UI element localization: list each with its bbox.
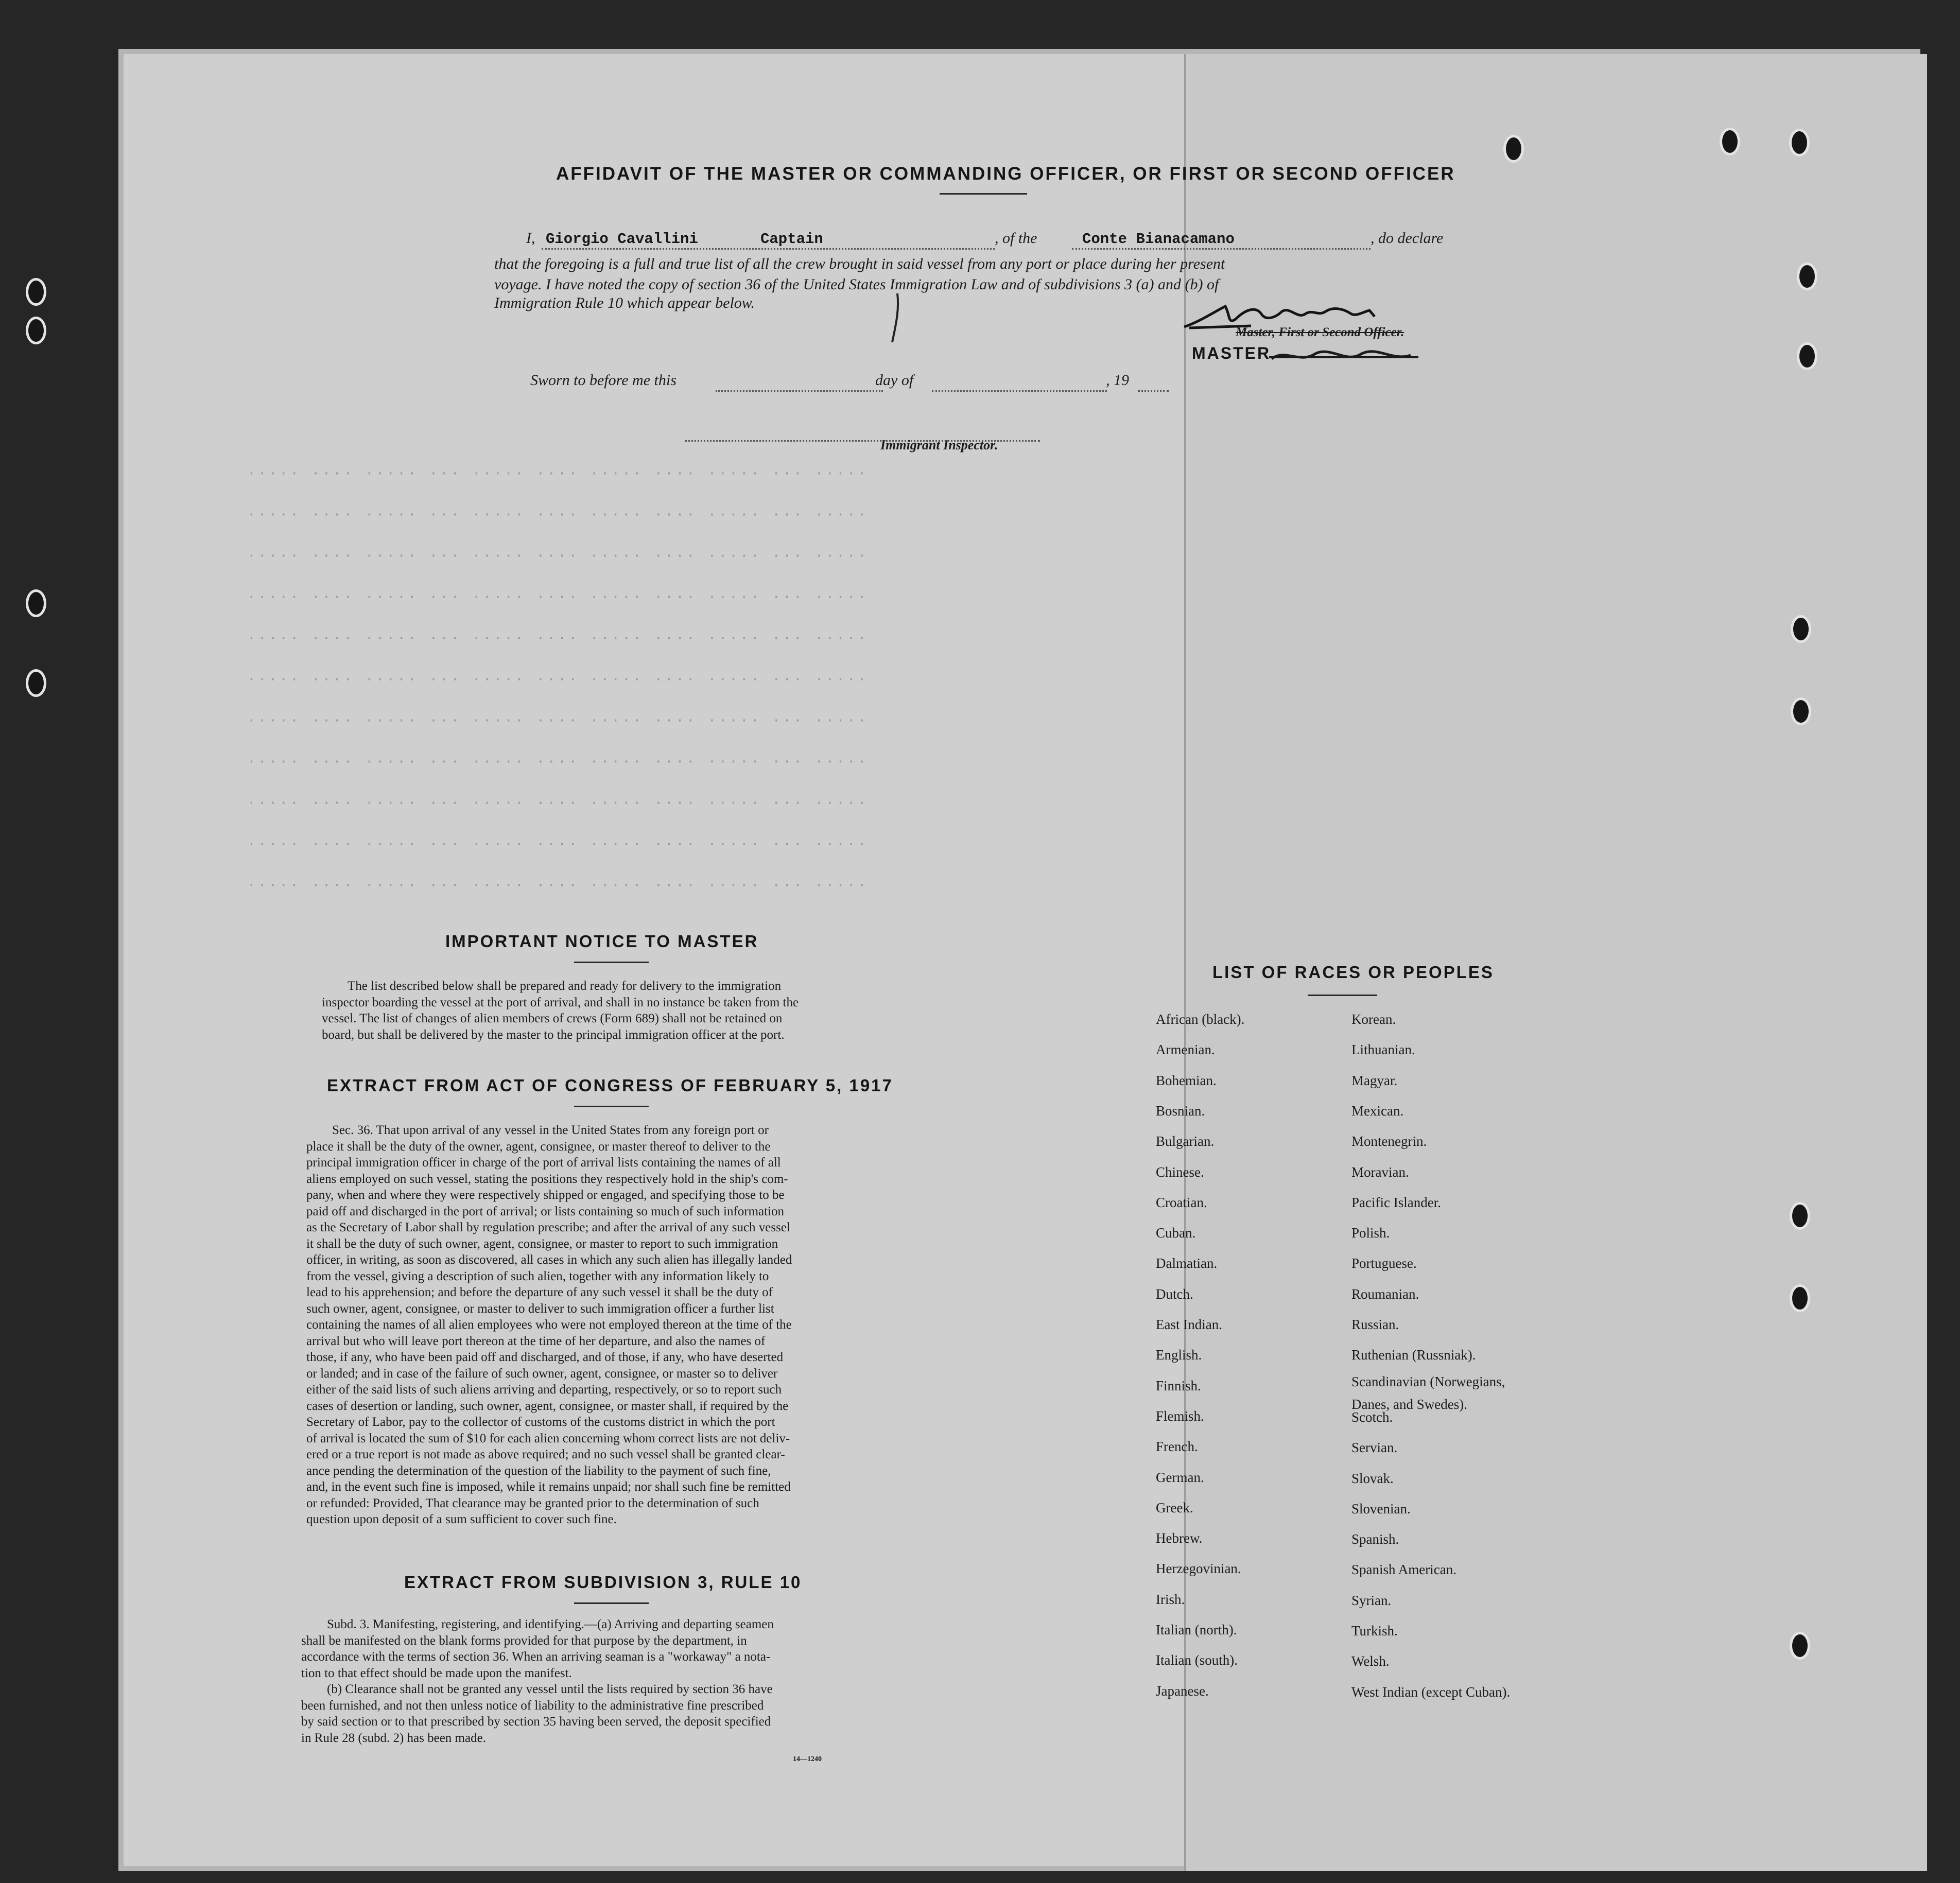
race-item: Dalmatian. [1156,1256,1218,1271]
binder-hole [26,669,46,697]
race-item: Cuban. [1156,1225,1196,1241]
race-item: Flemish. [1156,1408,1204,1424]
act-line: paid off and discharged in the port of arrival; or lists containing so much of such information [306,1204,785,1218]
do-declare: , do declare [1371,230,1444,247]
race-item: English. [1156,1347,1202,1363]
race-item: Korean. [1351,1012,1396,1027]
notice-rule [574,962,649,963]
race-item: Irish. [1156,1592,1185,1607]
officer-caption: Master, First or Second Officer. [1236,325,1404,339]
race-item: East Indian. [1156,1317,1222,1332]
act-line: place it shall be the duty of the owner, agent, consignee, or master thereof to deliver to the [306,1139,771,1154]
master-stamp: MASTER [1192,344,1271,362]
races-title: LIST OF RACES OR PEOPLES [1212,963,1494,982]
race-item: Bohemian. [1156,1073,1217,1088]
pen-stroke [888,291,904,347]
sworn-prefix: Sworn to before me this [530,372,677,389]
form-number: 14—1240 [793,1755,822,1763]
bleed-through-row: ····· ···· ····· ··· ····· ···· ····· ···· ····· ··· ····· [247,548,869,564]
race-item: Ruthenian (Russniak). [1351,1347,1476,1363]
act-line: cases of desertion or landing, such owner, agent, consignee, or master shall, if required by the [306,1399,789,1413]
act-line: Sec. 36. That upon arrival of any vessel in the United States from any foreign port or [332,1123,769,1137]
race-item: Chinese. [1156,1164,1204,1180]
race-item: Slovak. [1351,1471,1394,1486]
race-item: Roumanian. [1351,1286,1419,1302]
race-item: Bulgarian. [1156,1134,1215,1149]
race-item: Turkish. [1351,1623,1398,1638]
race-item: West Indian (except Cuban). [1351,1684,1511,1700]
scratched-out-word [1269,346,1424,367]
extract-act-title: EXTRACT FROM ACT OF CONGRESS OF FEBRUARY 5, 1917 [327,1076,893,1095]
bleed-through-row: ····· ···· ····· ··· ····· ···· ····· ···· ····· ··· ····· [247,631,869,647]
name-underline [542,248,995,250]
affidavit-title: AFFIDAVIT OF THE MASTER OR COMMANDING OFFICER, OR FIRST OR SECOND OFFICER [556,164,1455,184]
binder-hole [1720,128,1740,155]
act-line: arrival but who will leave port thereon at the time of her departure, and also the names of [306,1334,766,1348]
rule-line: shall be manifested on the blank forms provided for that purpose by the department, in [301,1633,747,1648]
race-item: Spanish. [1351,1531,1399,1547]
notice-line: board, but shall be delivered by the master to the principal immigration officer at the port. [322,1027,785,1042]
act-line: such owner, agent, consignee, or master to deliver to such immigration officer a further list [306,1301,774,1316]
extract-rule-rule [574,1602,649,1604]
master-name: Giorgio Cavallini [546,231,698,248]
title-rule [940,193,1027,195]
bleed-through-row: ····· ···· ····· ··· ····· ···· ····· ···· ····· ··· ····· [247,672,869,688]
race-item: Armenian. [1156,1042,1215,1057]
race-item: Slovenian. [1351,1501,1411,1516]
rule-line: been furnished, and not then unless notice of liability to the administrative fine prescribed [301,1698,764,1713]
extract-rule-title: EXTRACT FROM SUBDIVISION 3, RULE 10 [404,1573,802,1592]
race-item: Moravian. [1351,1164,1409,1180]
race-item: Bosnian. [1156,1103,1205,1119]
extract-act-text [306,1122,891,1528]
act-line: those, if any, who have been paid off and discharged, and of those, if any, who have deserted [306,1350,784,1364]
binder-hole [1789,129,1810,156]
race-item: Syrian. [1351,1593,1392,1608]
notice-line: inspector boarding the vessel at the port of arrival, and shall in no instance be taken from the [322,995,799,1009]
race-item: Croatian. [1156,1195,1207,1210]
vessel-underline [1072,248,1371,250]
race-item: Servian. [1351,1440,1398,1455]
race-item: Italian (north). [1156,1622,1237,1637]
bleed-through-row: ····· ···· ····· ··· ····· ···· ····· ···· ····· ··· ····· [247,507,869,523]
act-line: from the vessel, giving a description of such alien, together with any information likely to [306,1269,769,1283]
affidavit-line4: Immigration Rule 10 which appear below. [494,294,755,311]
extract-rule-text [301,1616,891,1746]
affidavit-line3: voyage. I have noted the copy of section 36 of the United States Immigration Law and of subdivisions 3 (a) and (b) of [494,276,1219,293]
race-item: Spanish American. [1351,1562,1456,1577]
binder-hole [1503,135,1524,163]
binder-hole [26,317,46,344]
binder-hole [1791,615,1811,643]
race-item: Lithuanian. [1351,1042,1415,1057]
race-item: African (black). [1156,1012,1245,1027]
race-item: Russian. [1351,1317,1399,1332]
rule-line: by said section or to that prescribed by section 35 having been served, the deposit specified [301,1715,771,1729]
act-line: question upon deposit of a sum sufficient to cover such fine. [306,1512,617,1526]
rule-line: in Rule 28 (subd. 2) has been made. [301,1731,486,1745]
bleed-through-row: ····· ···· ····· ··· ····· ···· ····· ···· ····· ··· ····· [247,754,869,770]
inspector-caption: Immigrant Inspector. [880,438,998,452]
binder-hole [1790,1632,1810,1660]
race-item: Pacific Islander. [1351,1195,1441,1210]
rule-line: (b) Clearance shall not be granted any vessel until the lists required by section 36 have [327,1682,773,1696]
binder-hole [26,589,46,617]
vessel-name: Conte Bianacamano [1082,231,1235,248]
race-item: Montenegrin. [1351,1134,1427,1149]
act-line: of arrival is located the sum of $10 for each alien concerning whom correct lists are not deliv- [306,1431,790,1445]
binder-hole [1790,1202,1810,1230]
bleed-through-row: ····· ···· ····· ··· ····· ···· ····· ···· ····· ··· ····· [247,713,869,729]
sworn-year-line [1138,390,1169,392]
sworn-line [530,372,1174,395]
race-item: Hebrew. [1156,1530,1203,1546]
race-item: Scandinavian (Norwegians, [1351,1374,1505,1389]
race-item: Danes, and Swedes). [1351,1397,1467,1412]
race-item: Polish. [1351,1225,1390,1241]
sworn-month-line [932,390,1107,392]
race-item: Finnish. [1156,1378,1201,1393]
notice-line: vessel. The list of changes of alien members of crews (Form 689) shall not be retained on [322,1012,783,1025]
rule-line: tion to that effect should be made upon the manifest. [301,1666,572,1680]
act-line: ered or a true report is not made as above required; and no such vessel shall be granted clear- [306,1448,785,1461]
binder-hole [1797,263,1817,290]
rule-line: Subd. 3. Manifesting, registering, and identifying.—(a) Arriving and departing seamen [327,1617,774,1631]
race-item: Welsh. [1351,1653,1390,1669]
binder-hole [1791,698,1811,725]
binder-hole [26,278,46,306]
race-item: Dutch. [1156,1286,1193,1302]
act-line: as the Secretary of Labor shall by regulation prescribe; and after the arrival of any such vessel [306,1221,790,1234]
sworn-year: , 19 [1106,372,1129,389]
bleed-through-row: ····· ···· ····· ··· ····· ···· ····· ···· ····· ··· ····· [247,878,869,894]
act-line: principal immigration officer in charge of the port of arrival lists containing the names of all [306,1156,781,1170]
race-item: Herzegovinian. [1156,1561,1241,1576]
act-line: or refunded: Provided, That clearance may be granted prior to the determination of such [306,1496,759,1510]
act-line: either of the said lists of such aliens arriving and departing, respectively, or so to report such [306,1383,782,1397]
bleed-through-row: ····· ···· ····· ··· ····· ···· ····· ···· ····· ··· ····· [247,466,869,482]
act-line: it shall be the duty of such owner, agent, consignee, or master to report to such immigration [306,1236,778,1251]
race-item: Scotch. [1351,1409,1393,1425]
notice-line: The list described below shall be prepared and ready for delivery to the immigration [348,979,782,993]
binder-hole [1797,342,1817,370]
races-rule [1308,995,1377,996]
race-item: Italian (south). [1156,1652,1238,1668]
bleed-through-row: ····· ···· ····· ··· ····· ···· ····· ···· ····· ··· ····· [247,589,869,605]
bleed-through-row: ····· ···· ····· ··· ····· ···· ····· ···· ····· ··· ····· [247,836,869,852]
act-line: or landed; and in case of the failure of such owner, agent, consignee, or master so to deliver [306,1366,778,1381]
act-line: lead to his apprehension; and before the departure of any such vessel it shall be the duty of [306,1285,773,1299]
act-line: and, in the event such fine is imposed, while it remains unpaid; nor shall such fine be remitted [306,1480,791,1494]
act-line: aliens employed on such vessel, stating the positions they respectively hold in the ship's com- [306,1172,788,1186]
rule-line: accordance with the terms of section 36. When an arriving seaman is a "workaway" a nota- [301,1650,771,1664]
race-item: Japanese. [1156,1683,1209,1699]
act-line: pany, when and where they were respectively shipped or engaged, and specifying those to be [306,1188,785,1202]
act-line: officer, in writing, as soon as discovered, all cases in which any such alien has illegally landed [306,1253,792,1267]
of-the: , of the [995,230,1037,247]
notice-title: IMPORTANT NOTICE TO MASTER [445,932,759,951]
race-item: French. [1156,1439,1198,1454]
sworn-day-of: day of [875,372,914,389]
binder-hole [1790,1284,1810,1312]
affidavit-i: I, [526,230,535,247]
extract-act-rule [574,1106,649,1107]
race-item: Greek. [1156,1500,1193,1515]
act-line: Secretary of Labor, pay to the collector of customs of the customs district in which the port [306,1415,775,1429]
master-rank: Captain [760,231,823,248]
act-line: ance pending the determination of the question of the liability to the payment of such fine, [306,1463,771,1478]
race-item: Mexican. [1351,1103,1404,1119]
sworn-day-line [716,390,883,392]
race-item: Portuguese. [1351,1256,1417,1271]
affidavit-line1 [526,230,1468,253]
race-item: Magyar. [1351,1073,1398,1088]
notice-text [322,978,891,1043]
act-line: containing the names of all alien employees who were not employed thereon at the time of the [306,1318,792,1332]
affidavit-line2: that the foregoing is a full and true list of all the crew brought in said vessel from any port or place during her present [494,255,1225,272]
bleed-through-row: ····· ···· ····· ··· ····· ···· ····· ···· ····· ··· ····· [247,795,869,811]
race-item: German. [1156,1470,1204,1485]
